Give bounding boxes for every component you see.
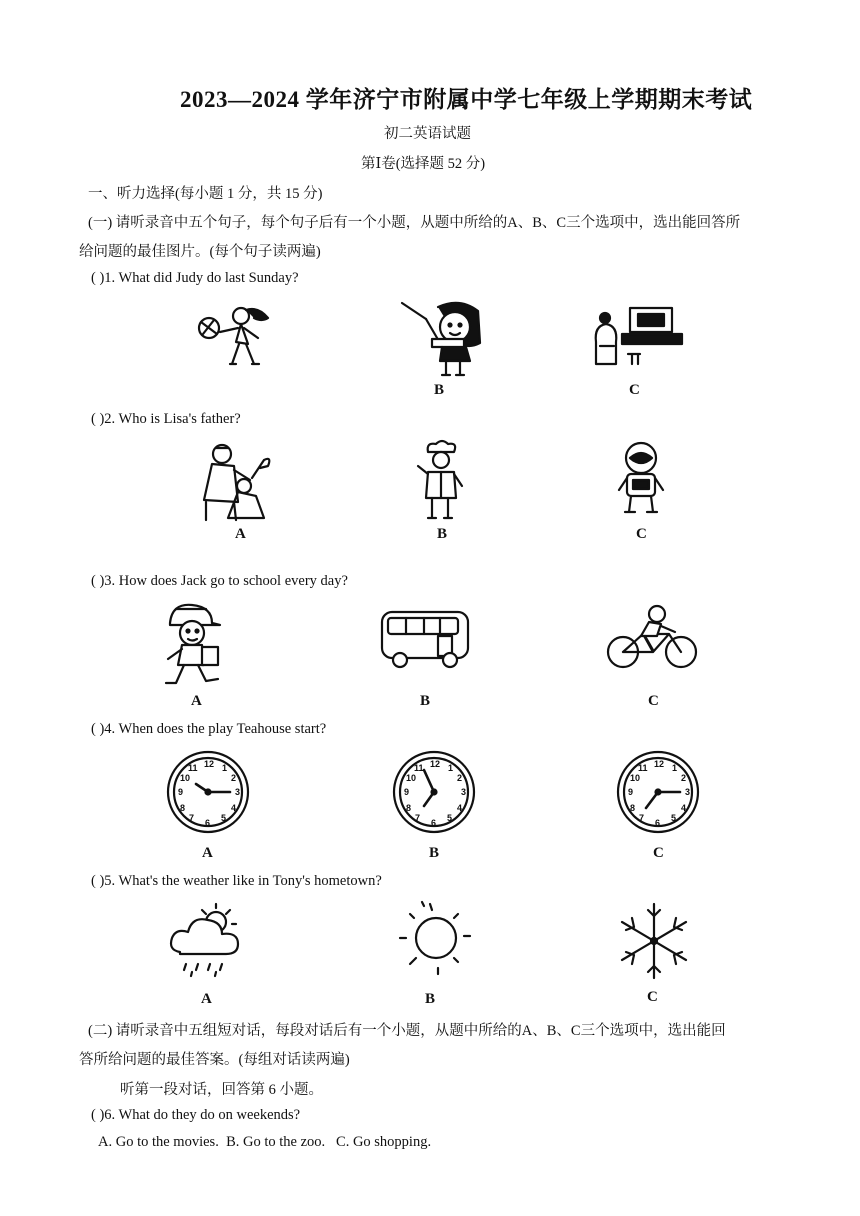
svg-text:9: 9 — [404, 787, 410, 797]
question-6-options: A. Go to the movies. B. Go to the zoo. C. Go shopping. — [98, 1134, 432, 1150]
svg-text:7: 7 — [639, 813, 645, 823]
svg-text:3: 3 — [461, 787, 467, 797]
svg-text:8: 8 — [630, 803, 636, 813]
part2-instruction-line1: (二) 请听录音中五组短对话，每段对话后有一个小题，从题中所给的A、B、C三个选项中，选出能回 — [88, 1023, 726, 1039]
svg-text:8: 8 — [406, 803, 412, 813]
question-6: ( )6. What do they do on weekends? — [91, 1107, 301, 1123]
svg-text:5: 5 — [447, 813, 453, 823]
question-2: ( )2. Who is Lisa's father? — [91, 411, 241, 427]
q1-option-b-label: B — [434, 382, 445, 398]
svg-text:8: 8 — [180, 803, 186, 813]
svg-text:9: 9 — [628, 787, 634, 797]
q4-option-c-label: C — [653, 845, 664, 861]
clock-b-icon — [392, 750, 476, 834]
svg-text:4: 4 — [681, 803, 687, 813]
dentist-icon — [194, 440, 294, 522]
bus-icon — [378, 606, 473, 670]
exam-title: 2023—2024 学年济宁市附属中学七年级上学期期末考试 — [180, 87, 753, 112]
watching-tv-icon — [592, 306, 687, 372]
q2-option-a-label: A — [235, 526, 246, 542]
svg-text:5: 5 — [221, 813, 227, 823]
svg-text:5: 5 — [671, 813, 677, 823]
svg-text:7: 7 — [189, 813, 195, 823]
svg-text:3: 3 — [685, 787, 691, 797]
walking-boy-icon — [160, 601, 230, 691]
painting-girl-icon — [400, 299, 490, 381]
svg-text:6: 6 — [205, 818, 211, 828]
svg-text:1: 1 — [448, 763, 454, 773]
q3-option-c-label: C — [648, 693, 659, 709]
q2-option-c-label: C — [636, 526, 647, 542]
volleyball-girl-icon — [196, 298, 286, 373]
q4-option-a-label: A — [202, 845, 213, 861]
volume-heading: 第Ⅰ卷(选择题 52 分) — [361, 156, 486, 172]
part2-instruction-line2: 答所给问题的最佳答案。(每组对话读两遍) — [79, 1052, 350, 1068]
exam-subtitle: 初二英语试题 — [384, 126, 471, 142]
svg-text:9: 9 — [178, 787, 184, 797]
svg-text:10: 10 — [630, 773, 641, 783]
svg-text:12: 12 — [204, 759, 215, 769]
q4-option-b-label: B — [429, 845, 440, 861]
svg-text:11: 11 — [188, 763, 198, 773]
svg-text:12: 12 — [430, 759, 441, 769]
svg-text:1: 1 — [222, 763, 228, 773]
svg-text:7: 7 — [415, 813, 421, 823]
q5-option-b-label: B — [425, 991, 436, 1007]
part1-instruction-line2: 给问题的最佳图片。(每个句子读两遍) — [79, 244, 321, 260]
svg-text:4: 4 — [457, 803, 463, 813]
question-3: ( )3. How does Jack go to school every day? — [91, 573, 348, 589]
svg-text:1: 1 — [672, 763, 678, 773]
question-4: ( )4. When does the play Teahouse start? — [91, 721, 327, 737]
svg-text:12: 12 — [654, 759, 665, 769]
rain-cloud-icon — [166, 902, 246, 978]
svg-text:11: 11 — [638, 763, 648, 773]
q3-option-a-label: A — [191, 693, 202, 709]
svg-text:6: 6 — [431, 818, 437, 828]
q1-option-c-label: C — [629, 382, 640, 398]
svg-text:2: 2 — [457, 773, 463, 783]
clock-a-icon — [166, 750, 250, 834]
bicycle-icon — [605, 604, 700, 672]
q5-option-a-label: A — [201, 991, 212, 1007]
dialogue-1-instruction: 听第一段对话，回答第 6 小题。 — [120, 1082, 323, 1098]
svg-text:11: 11 — [414, 763, 424, 773]
svg-text:4: 4 — [231, 803, 237, 813]
snowflake-icon — [614, 900, 694, 982]
svg-text:3: 3 — [235, 787, 241, 797]
sun-icon — [394, 898, 484, 980]
astronaut-icon — [615, 440, 667, 516]
q2-option-b-label: B — [437, 526, 448, 542]
svg-text:10: 10 — [406, 773, 417, 783]
question-5: ( )5. What's the weather like in Tony's hometown? — [91, 873, 382, 889]
q5-option-c-label: C — [647, 989, 658, 1005]
part1-instruction-line1: (一) 请听录音中五个句子，每个句子后有一个小题，从题中所给的A、B、C三个选项中，选出能回答所 — [88, 215, 741, 231]
q3-option-b-label: B — [420, 693, 431, 709]
clock-c-icon — [616, 750, 700, 834]
svg-text:2: 2 — [681, 773, 687, 783]
question-1: ( )1. What did Judy do last Sunday? — [91, 270, 299, 286]
chef-icon — [412, 440, 468, 522]
svg-text:10: 10 — [180, 773, 191, 783]
section-heading: 一、听力选择(每小题 1 分，共 15 分) — [88, 186, 323, 202]
svg-text:6: 6 — [655, 818, 661, 828]
svg-text:2: 2 — [231, 773, 237, 783]
